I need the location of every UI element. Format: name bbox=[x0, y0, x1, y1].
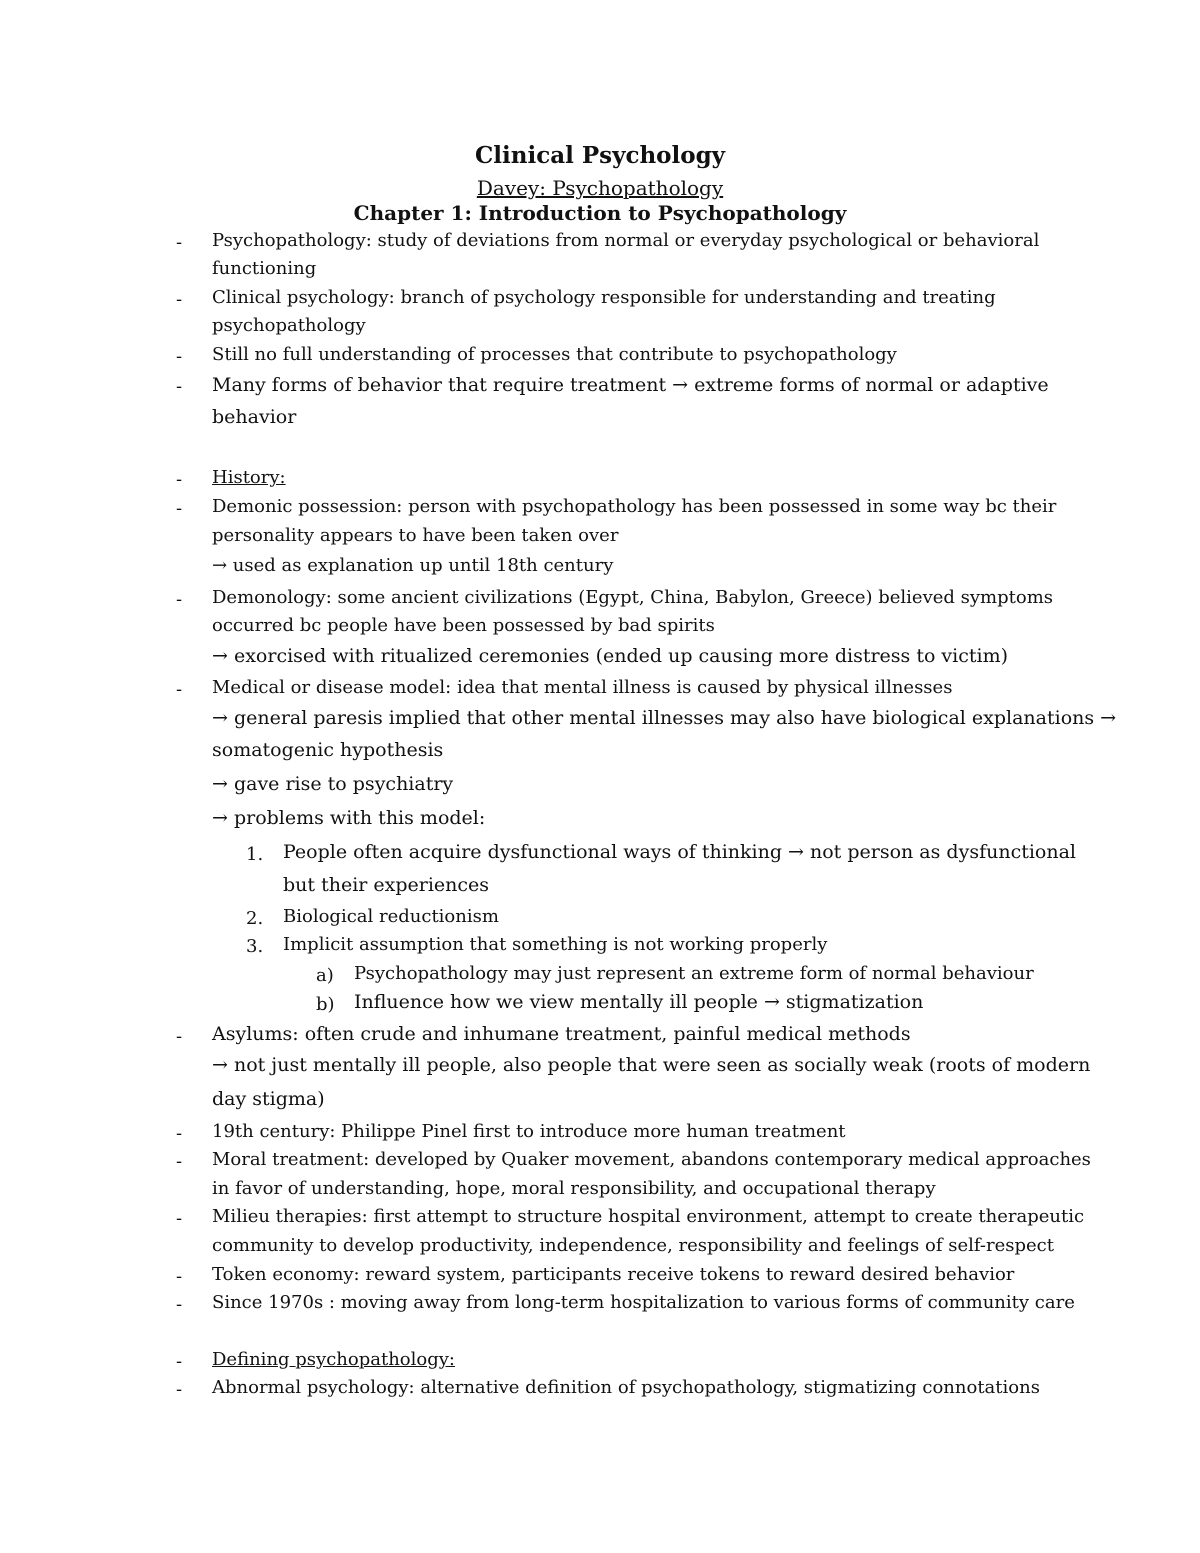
list-number: 1. bbox=[246, 844, 264, 865]
section-heading-defining: Defining psychopathology: bbox=[212, 1349, 455, 1370]
document-title: Clinical Psychology bbox=[474, 142, 726, 169]
bullet-text-cont: day stigma) bbox=[212, 1088, 325, 1110]
sublist-item-text: Psychopathology may just represent an extreme form of normal behaviour bbox=[354, 963, 1034, 984]
bullet-marker: - bbox=[176, 1208, 183, 1229]
bullet-text-cont: → general paresis implied that other mental illnesses may also have biological explanations → bbox=[212, 707, 1117, 729]
bullet-text: Moral treatment: developed by Quaker movement, abandons contemporary medical approaches bbox=[212, 1149, 1091, 1170]
document-subtitle: Davey: Psychopathology bbox=[476, 176, 724, 200]
bullet-marker: - bbox=[176, 346, 183, 367]
sublist-letter: a) bbox=[316, 965, 334, 986]
chapter-heading: Chapter 1: Introduction to Psychopathology bbox=[353, 201, 847, 225]
bullet-text: Psychopathology: study of deviations from normal or everyday psychological or behavioral bbox=[212, 230, 1040, 251]
bullet-text-cont: somatogenic hypothesis bbox=[212, 739, 444, 761]
sublist-letter: b) bbox=[316, 994, 335, 1015]
bullet-text: Many forms of behavior that require treatment → extreme forms of normal or adaptive bbox=[212, 374, 1049, 396]
bullet-text: Since 1970s : moving away from long-term hospitalization to various forms of community care bbox=[212, 1292, 1075, 1313]
bullet-text-cont: functioning bbox=[212, 258, 317, 279]
bullet-text: Clinical psychology: branch of psychology responsible for understanding and treating bbox=[212, 287, 996, 308]
list-number: 2. bbox=[246, 908, 264, 929]
section-heading-history: History: bbox=[212, 467, 286, 488]
bullet-text: Token economy: reward system, participants receive tokens to reward desired behavior bbox=[212, 1264, 1015, 1285]
bullet-text-cont: behavior bbox=[212, 406, 297, 428]
bullet-marker: - bbox=[176, 1294, 183, 1315]
list-item-text: Implicit assumption that something is not working properly bbox=[283, 934, 828, 955]
bullet-text-cont: psychopathology bbox=[212, 315, 366, 336]
list-item-text: Biological reductionism bbox=[283, 906, 499, 927]
bullet-marker: - bbox=[176, 1026, 183, 1047]
bullet-text: Asylums: often crude and inhumane treatment, painful medical methods bbox=[212, 1023, 911, 1045]
bullet-text-cont: → not just mentally ill people, also people that were seen as socially weak (roots of modern bbox=[212, 1054, 1091, 1076]
bullet-marker: - bbox=[176, 376, 183, 397]
sublist-item-text: Influence how we view mentally ill people → stigmatization bbox=[354, 991, 924, 1013]
bullet-text: Abnormal psychology: alternative definition of psychopathology, stigmatizing connotations bbox=[212, 1377, 1040, 1398]
bullet-text-cont: → exorcised with ritualized ceremonies (ended up causing more distress to victim) bbox=[212, 645, 1009, 667]
bullet-text-cont: occurred bc people have been possessed by bad spirits bbox=[212, 615, 715, 636]
bullet-text-cont: → problems with this model: bbox=[212, 807, 486, 829]
bullet-text: 19th century: Philippe Pinel first to introduce more human treatment bbox=[212, 1121, 846, 1142]
bullet-text: Still no full understanding of processes that contribute to psychopathology bbox=[212, 344, 897, 365]
bullet-text-cont: → gave rise to psychiatry bbox=[212, 773, 454, 795]
bullet-text-cont: in favor of understanding, hope, moral responsibility, and occupational therapy bbox=[212, 1178, 936, 1199]
bullet-marker: - bbox=[176, 1123, 183, 1144]
bullet-marker: - bbox=[176, 232, 183, 253]
bullet-text: Medical or disease model: idea that mental illness is caused by physical illnesses bbox=[212, 677, 953, 698]
bullet-marker: - bbox=[176, 1351, 183, 1372]
bullet-marker: - bbox=[176, 679, 183, 700]
bullet-marker: - bbox=[176, 1266, 183, 1287]
bullet-marker: - bbox=[176, 1151, 183, 1172]
bullet-marker: - bbox=[176, 289, 183, 310]
list-item-text: People often acquire dysfunctional ways of thinking → not person as dysfunctional bbox=[283, 841, 1077, 863]
bullet-text-cont: personality appears to have been taken over bbox=[212, 525, 619, 546]
list-item-text-cont: but their experiences bbox=[283, 874, 490, 896]
bullet-text: Milieu therapies: first attempt to structure hospital environment, attempt to create therapeutic bbox=[212, 1206, 1085, 1227]
bullet-text-cont: community to develop productivity, independence, responsibility and feelings of self-respect bbox=[212, 1235, 1054, 1256]
bullet-text: Demonology: some ancient civilizations (Egypt, China, Babylon, Greece) believed symptoms bbox=[212, 587, 1054, 608]
bullet-text: Demonic possession: person with psychopathology has been possessed in some way bc their bbox=[212, 496, 1057, 517]
list-number: 3. bbox=[246, 936, 264, 957]
bullet-marker: - bbox=[176, 589, 183, 610]
bullet-marker: - bbox=[176, 469, 183, 490]
bullet-text-cont: → used as explanation up until 18th century bbox=[212, 555, 614, 576]
bullet-marker: - bbox=[176, 498, 183, 519]
bullet-marker: - bbox=[176, 1379, 183, 1400]
